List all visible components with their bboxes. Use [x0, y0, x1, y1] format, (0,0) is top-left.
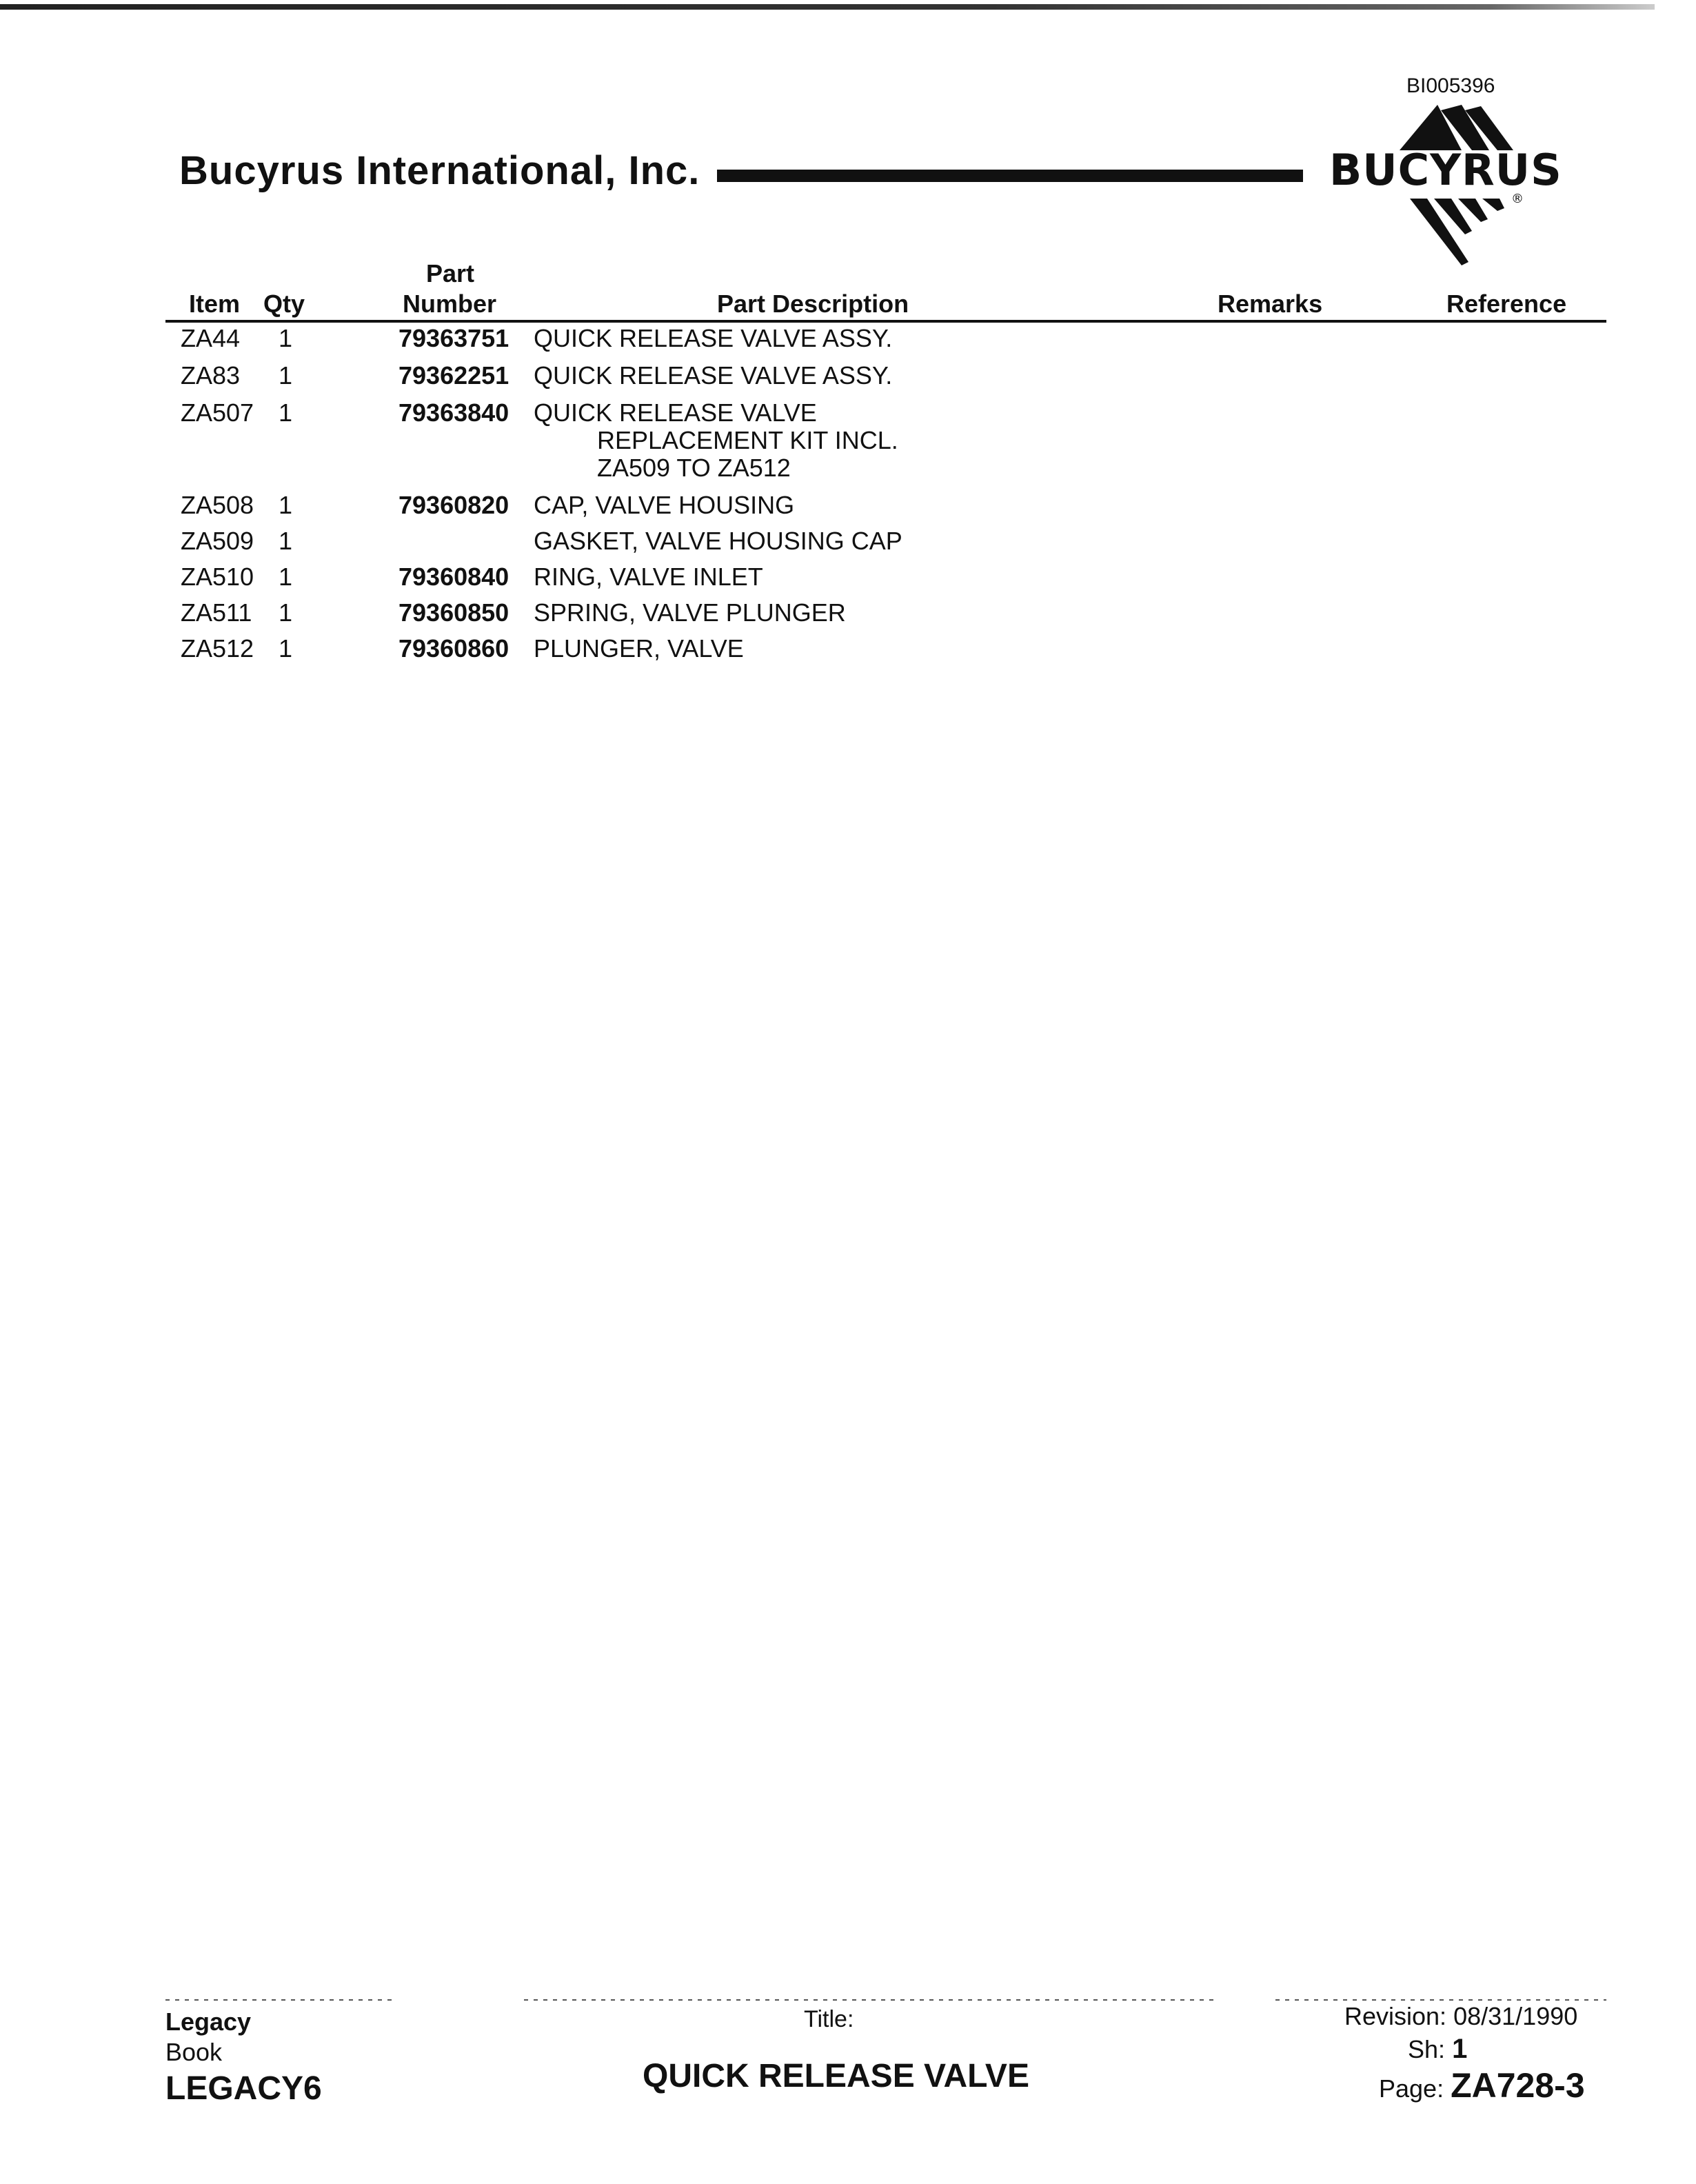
col-reference-header: Reference — [1446, 290, 1567, 318]
scan-top-edge — [0, 4, 1655, 10]
col-remarks-header: Remarks — [1218, 290, 1323, 318]
part-number-cell: 79360860 — [398, 634, 509, 663]
description-cell-line2: REPLACEMENT KIT INCL. — [597, 426, 898, 454]
col-item-header: Item — [189, 290, 241, 318]
table-row — [0, 527, 1696, 563]
qty-cell: 1 — [279, 598, 293, 627]
qty-cell: 1 — [279, 324, 293, 352]
description-cell: QUICK RELEASE VALVE — [534, 398, 817, 427]
item-cell: ZA44 — [181, 324, 241, 352]
part-number-cell: 79360820 — [398, 491, 509, 519]
table-row — [0, 598, 1696, 634]
registered-mark: ® — [1511, 192, 1524, 206]
part-number-cell: 79360850 — [398, 598, 509, 627]
company-rule — [717, 170, 1303, 182]
table-row — [0, 398, 1696, 488]
description-cell: PLUNGER, VALVE — [534, 634, 744, 663]
table-row — [0, 491, 1696, 527]
col-qty-header: Qty — [263, 290, 305, 318]
company-name: Bucyrus International, Inc. — [179, 148, 700, 193]
book-label: Book — [165, 2038, 223, 2066]
document-title: QUICK RELEASE VALVE — [643, 2058, 1029, 2094]
document-id: BI005396 — [1406, 74, 1495, 97]
description-cell-line3: ZA509 TO ZA512 — [597, 454, 791, 482]
item-cell: ZA508 — [181, 491, 254, 519]
item-cell: ZA511 — [181, 598, 252, 627]
table-row — [0, 563, 1696, 598]
qty-cell: 1 — [279, 527, 293, 555]
sheet-label: Sh: — [1408, 2035, 1446, 2063]
legacy-label: Legacy — [165, 2008, 252, 2036]
book-value: LEGACY6 — [165, 2070, 322, 2107]
revision-line — [1344, 2002, 1577, 2031]
col-part-header-line1: Part — [426, 259, 475, 287]
description-cell: QUICK RELEASE VALVE ASSY. — [534, 361, 893, 390]
title-label: Title: — [804, 2006, 854, 2032]
col-part-header-line2: Number — [403, 290, 497, 318]
item-cell: ZA510 — [181, 563, 254, 591]
part-number-cell: 79360840 — [398, 563, 509, 591]
logo-stripe-4 — [1482, 199, 1504, 211]
footer-rule-center — [524, 1999, 1213, 2001]
item-cell: ZA512 — [181, 634, 254, 663]
table-row — [0, 361, 1696, 397]
revision-value: 08/31/1990 — [1453, 2002, 1578, 2030]
page-value: ZA728-3 — [1451, 2066, 1585, 2105]
qty-cell: 1 — [279, 491, 293, 519]
sheet-line — [1408, 2034, 1467, 2065]
page-label: Page: — [1379, 2074, 1444, 2103]
qty-cell: 1 — [279, 398, 293, 427]
table-row — [0, 634, 1696, 670]
qty-cell: 1 — [279, 563, 293, 591]
logo-stripe-1 — [1410, 199, 1468, 265]
description-cell: SPRING, VALVE PLUNGER — [534, 598, 846, 627]
part-number-cell: 79363840 — [398, 398, 509, 427]
item-cell: ZA83 — [181, 361, 241, 390]
item-cell: ZA507 — [181, 398, 254, 427]
footer-rule-right — [1275, 1999, 1606, 2001]
description-cell: GASKET, VALVE HOUSING CAP — [534, 527, 902, 555]
description-cell: RING, VALVE INLET — [534, 563, 763, 591]
part-number-cell: 79362251 — [398, 361, 509, 390]
qty-cell: 1 — [279, 361, 293, 390]
logo-wordmark: BUCYRUS — [1329, 145, 1562, 195]
page-line — [1379, 2065, 1585, 2105]
header-rule — [165, 320, 1606, 323]
description-cell: CAP, VALVE HOUSING — [534, 491, 795, 519]
part-number-cell: 79363751 — [398, 324, 509, 352]
item-cell: ZA509 — [181, 527, 254, 555]
qty-cell: 1 — [279, 634, 293, 663]
footer-rule-left — [165, 1999, 393, 2001]
sheet-value: 1 — [1452, 2034, 1468, 2064]
revision-label: Revision: — [1344, 2002, 1447, 2030]
description-cell: QUICK RELEASE VALVE ASSY. — [534, 324, 893, 352]
table-row — [0, 324, 1696, 360]
col-description-header: Part Description — [717, 290, 909, 318]
